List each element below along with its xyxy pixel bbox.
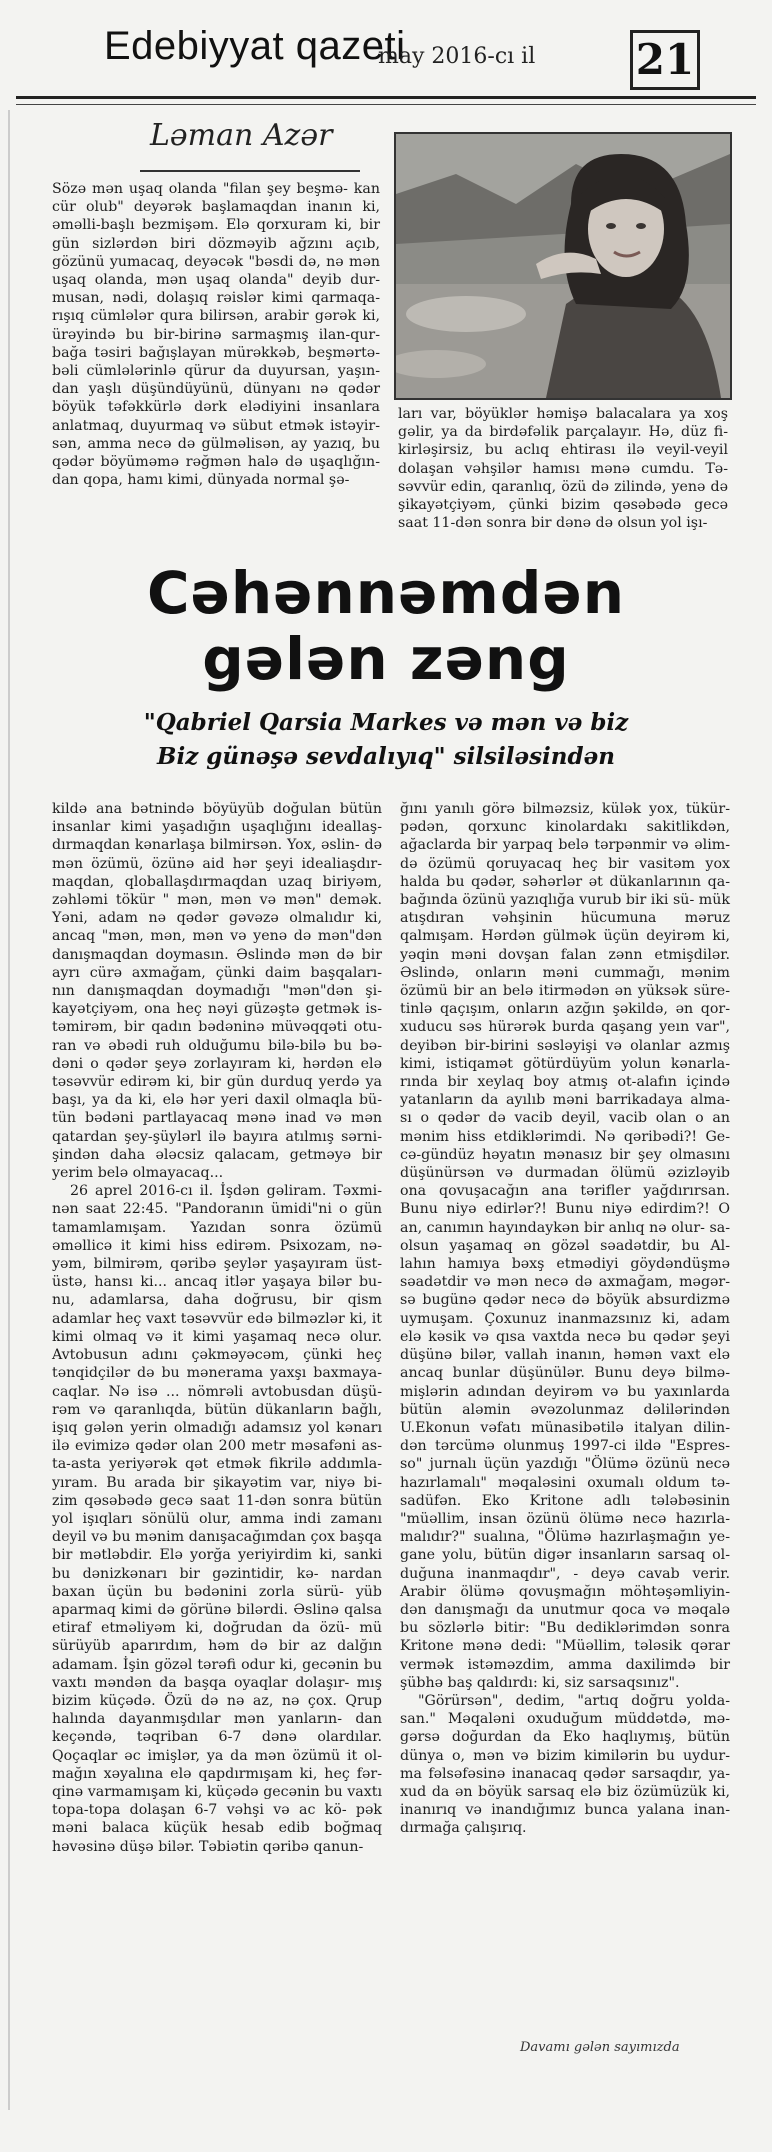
- body-paragraph: ğını yanılı görə bilməzsiz, külək yox, tükür- pədən, qorxunc kinolardakı sakitlikdən, ağaclarda bir yarpaq belə tərpənmir və əlim- də özümü qoruyacaq heç bir vasitəm yox halda bu qədər, səhərlər ət dükanlarının qa- bağında özünü yazıqlığa vurub bir iki sü- mük atışdıran vəhşinin hücumuna məruz qalmışam. Hərdən gülmək üçün deyirəm ki, yəqin məni dovşan falan zənn etmişdilər. Əslində, onların məni cummağı, mənim özümü bir an belə itirmədən ən yüksək süre- tinlə qaçışım, onların azğın şəkildə, ən qor- xuducu səs hürərək burda qaşang yeın var", deyibən bir-birini səsləyişi və olanlar azmış kimi, istiqamət götürdüyüm yolun kənarla- rında bir xeylaq boy atmış ot-alafın içində yatanların da ayılıb məni barrikadaya alma- sı o qədər də vacib deyil, vacib olan o an mənim hiss etdiklərimdi. Nə qəribədi?! Ge- cə-gündüz həyatın mənasız bir şey olmasını düşünürsən və durmadan ölümü əzizləyib ona qovuşacağın ana tərifler yağdırırsan. Bunu niyə edirlər?! Bunu niyə edirdim?! O an, canımın hayındaykən bir anlıq nə olur- sa-olsun yaşamaq ən gözəl səadətdir, bu Al- lahın hamıya bəxş etmədiyi göydəndüşmə səadətdir və mən necə də axmağam, məgər- sə bugünə qədər necə də böyük absurdizmə uymuşam. Çoxunuz inanmazsınız ki, adam elə kəsik və qısa vaxtda necə bu qədər şeyi düşünə bilər, vallah inanın, həmən vaxt elə ancaq bunlar düşünülər. Bunu deyə bilmə- mişlərin adından deyirəm və bu yaxınlarda bütün aləmin əvəzolunmaz dəlilərindən U.Ekonun vəfatı münasibətilə italyan dilin- dən tərcümə olunmuş 1997-ci ildə "Espres- so" jurnalı üçün yazdığı "Ölümə özünü necə hazırlamalı" məqaləsini oxumalı oldum tə- sadüfən. Eko Kritone adlı tələbəsinin "müəllim, insan özünü ölümə necə hazırla- malıdır?" sualına, "Ölümə hazırlaşmağın ye- gane yolu, bütün digər insanların sarsaq ol- duğuna inanmaqdır", - deyə cavab verir. Arabir ölümə qovuşmağın möhtəşəmliyin- dən danışmağı da unutmur qoca və məqalə bu sözlərlə bitir: "Bu dediklərimdən sonra Kritone mənə dedi: "Müəllim, tələsik qərar vermək istəməzdim, amma daxilimdə bir şübhə baş qaldırdı: ki, siz sarsaqsınız".: [400, 801, 730, 1691]
- headline-line-1: Cəhənnəmdən: [146, 559, 626, 627]
- article-subtitle: [0, 706, 772, 774]
- issue-date: may 2016-cı il: [378, 44, 536, 69]
- subtitle-line-2: Biz günəşə sevdalıyıq" silsiləsindən: [157, 743, 615, 770]
- body-paragraph: 26 aprel 2016-cı il. İşdən gəliram. Təxmi- nən saat 22:45. "Pandoranın ümidi"ni o gün tamamlamışam. Yazıdan sonra özümü əməllicə it kimi hiss edirəm. Psixozam, nə- yəm, bilmirəm, qəribə şeylər yaşayıram üst- üstə, hansı ki... ancaq itlər yaşaya bilər bu- nu, adamlarsa, daha doğrusu, bir qism adamlar heç vaxt təsəvvür edə bilməzlər ki, it kimi olmaq və it kimi yaşamaq necə olur. Avtobusun adını çəkməyəcəm, çünki heç tənqidçilər də bu mənerama yaxşı baxmaya- caqlar. Nə isə ... nömrəli avtobusdan düşü- rəm və qaranlıqda, bütün dükanların bağlı, işıq gələn yerin olmadığı adamsız yol kənarı ilə evimizə qədər olan 200 metr məsafəni as- ta-asta yeriyərək qət etmək fikrilə addımla- yıram. Bu arada bir şikayətim var, niyə bi- zim qəsəbədə gecə saat 11-dən sonra bütün yol işıqları sönülü olur, amma indi zamanı deyil və bu mənim danışacağımdan çox başqa bir mətləbdir. Elə yorğa yeriyirdim ki, sanki bu dənizkənarı bir gəzintidir, kə- nardan baxan üçün bu bədənini zorla sürü- yüb aparmaq kimi də görünə bilərdi. Əslinə qalsa etiraf etməliyəm ki, doğrudan da özü- mü sürüyüb aparırdım, həm də bir az dalğın adamam. İşin gözəl tərəfi odur ki, gecənin bu vaxtı məndən da başqa oyaqlar dolaşır- mış bizim küçədə. Özü də nə az, nə çox. Qrup halında dayanmışdılar mən yanların- dan keçəndə, təqriban 6-7 dənə olardılar. Qoçaqlar əc imişlər, ya da mən özümü it ol- mağın xəyalına elə qapdırmışam ki, heç fər- qinə varmamışam ki, küçədə gecənin bu vaxtı topa-topa dolaşan 6-7 vəhşi və ac kö- pək məni balaca küçük hesab edib boğmaq həvəsinə düşə bilər. Təbiətin qəribə qanun-: [52, 1183, 382, 1855]
- author-photo: [394, 132, 732, 400]
- masthead-rule: [16, 96, 756, 99]
- author-name: Ləman Azər: [150, 118, 333, 153]
- newspaper-title: Edebiyyat qazeti: [104, 24, 406, 68]
- article-headline: [0, 560, 772, 692]
- intro-left-column: [52, 180, 380, 489]
- body-paragraph: "Görürsən", dedim, "artıq doğru yolda- san." Məqaləni oxuduğum müddətdə, mə- gərsə doğurdan da Eko haqlıymış, bütün dünya o, mən və bizim kimilərin bu uydur- ma fəlsəfəsinə inanacaq qədər sarsaqdır, ya- xud da ən böyük sarsaq elə biz özümüzük ki, inanırıq və inandığımız bunca yalana inan- dırmağa çalışırıq.: [400, 1692, 730, 1837]
- subtitle-line-1: "Qabriel Qarsia Markes və mən və biz: [143, 709, 629, 736]
- page-number-box: 21: [630, 30, 700, 90]
- body-paragraph: kildə ana bətnində böyüyüb doğulan bütün insanlar kimi yaşadığın uşaqlığını ideallaş- dırmaqdan kənarlaşa bilmirsən. Yox, əslin- də mən özümü, özünə aid hər şeyi idealiaşdır- maqdan, qloballaşdırmaqdan uzaq biriyəm, zəhləmi tökür " mən, mən və mən" demək. Yəni, adam nə qədər gəvəzə olmalıdır ki, ancaq "mən, mən, mən və yenə də mən"dən danışmaqdan doymasın. Əslində mən də bir ayrı cürə axmağam, çünki daim başqaları- nın danışmaqdan doymadığı "mən"dən şi- kayətçiyəm, ona heç nəyi güzəştə getmək is- təmirəm, bir qadın bədəninə müvəqqəti otu- ran və əbədi ruh olduğumu bilə-bilə bu bə- dəni o qədər şeyə zorlayıram ki, hərdən elə təsəvvür edirəm ki, bir gün durduq yerdə ya başı, ya da ki, elə hər yeri daxil olmaqla bü- tün bədəni partlayacaq mənə inad və mən qatardan şey-şüylərl ilə bayıra atılmış sərni- şindən daha ələcsiz qalacam, getməyə bir yerim belə olmayacaq...: [52, 801, 382, 1182]
- body-right-column: [400, 800, 730, 1838]
- headline-line-2: gələn zəng: [202, 625, 570, 693]
- author-underline: [140, 170, 360, 172]
- body-left-column: [52, 800, 382, 1856]
- portrait-image: [396, 134, 730, 398]
- masthead-rule-thin: [16, 104, 756, 105]
- page-fold-shadow: [8, 110, 10, 2110]
- intro-paragraph-continued: ları var, böyüklər həmişə balacalara ya xoş gəlir, ya da birdəfəlik parçalayır. Hə, düz fi- kirləşirsiz, bu aclıq ehtirası ilə veyil-veyil dolaşan vəhşilər hamısı mənə cumdu. Tə- səvvür edin, qaranlıq, özü də zilində, yenə də şikayətçiyəm, çünki bizim qəsəbədə gecə saat 11-dən sonra bir dənə də olsun yol işı-: [398, 406, 728, 532]
- intro-right-column: [398, 405, 728, 532]
- continued-note: Davamı gələn sayımızda: [520, 2040, 680, 2055]
- intro-paragraph: Sözə mən uşaq olanda "filan şey beşmə- kan cür olub" deyərək başlamaqdan inanın ki, əməlli-başlı bezmişəm. Elə qorxuram ki, bir gün sizlərdən biri dözməyib ağzını açıb, gözünü yumacaq, deyəcək "bəsdi də, nə mən uşaq olanda, mən uşaq olanda" deyib dur- musan, nədi, dolaşıq rəislər kimi qarmaqa- rışıq cümlələr qura bilirsən, arabir gərək ki, ürəyində bu bir-birinə sarmaşmış ilan-qur- bağa təsiri bağışlayan mürəkkəb, beşmərtə- bəli cümlələrinlə qürur da duyursan, yaşın- dan yaşlı düşündüyünü, dünyanı nə qədər böyük təfəkkürlə dərk elədiyini insanlara anlatmaq, duyurmaq və sübut etmək istəyir- sən, amma necə də gülməlisən, ay yazıq, bu qədər böyüməmə rəğmən halə də uşaqlığın- dan qopa, hamı kimi, dünyada normal şə-: [52, 181, 380, 489]
